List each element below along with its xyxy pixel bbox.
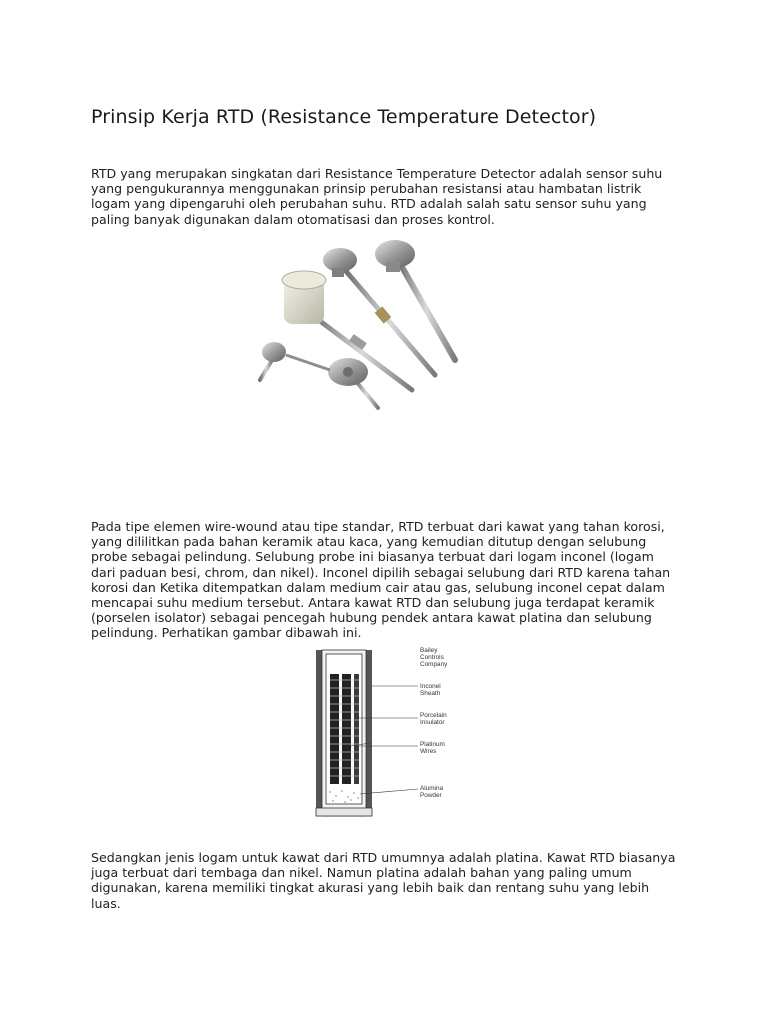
document-title: Prinsip Kerja RTD (Resistance Temperature Detector) (91, 106, 597, 128)
paragraph-line: RTD yang merupakan singkatan dari Resistance Temperature Detector adalah sensor suhu (91, 166, 663, 181)
svg-text:Controls (420, 654, 444, 661)
svg-text:Alumina (420, 785, 444, 792)
paragraph-line: Pada tipe elemen wire-wound atau tipe standar, RTD terbuat dari kawat yang tahan korosi, (91, 519, 665, 534)
paragraph-line: luas. (91, 895, 121, 911)
porcelain-insulator-label: Porcelain (420, 712, 447, 719)
paragraph-line: Sedangkan jenis logam untuk kawat dari RTD umumnya adalah platina. Kawat RTD biasanya (91, 850, 676, 865)
sensor-probe-middle (323, 248, 435, 375)
platinum-wires-label: Wires (420, 748, 437, 755)
inconel-sheath-label: Sheath (420, 690, 441, 697)
svg-text:Platinum (420, 741, 445, 748)
wire-wound-paragraph (91, 519, 691, 641)
company-label-line: Controls (420, 654, 444, 661)
alumina-powder-label: Alumina (420, 785, 444, 792)
svg-text:Company (420, 661, 448, 668)
rtd-sensors-photo (250, 230, 480, 410)
alumina-powder-label: Powder (420, 792, 442, 799)
svg-text:Sheath (420, 690, 441, 697)
paragraph-line: yang pengukurannya menggunakan prinsip perubahan resistansi atau hambatan listrik (91, 181, 642, 197)
paragraph-line: digunakan, karena memiliki tingkat akurasi yang lebih baik dan rentang suhu yang lebih (91, 880, 650, 896)
porcelain-insulator-label: Insulator (420, 719, 445, 726)
paragraph-line: yang dililitkan pada bahan keramik atau kaca, yang kemudian ditutup dengan selubung (91, 534, 647, 550)
paragraph-line: pelindung. Perhatikan gambar dibawah ini. (91, 625, 362, 641)
platinum-coils (330, 674, 359, 784)
intro-paragraph (91, 166, 691, 227)
paragraph-line: probe sebagai pelindung. Selubung probe ini biasanya terbuat dari logam inconel (logam (91, 549, 654, 565)
svg-text:Inconel (420, 683, 441, 690)
paragraph-line: (porselen isolator) sebagai pencegah hubung pendek antara kawat platina dan selubung (91, 610, 652, 626)
paragraph-line: korosi dan Ketika ditempatkan dalam medium cair atau gas, selubung inconel cepat dalam (91, 579, 665, 595)
platinum-paragraph (91, 850, 691, 911)
paragraph-line: paling banyak digunakan dalam otomatisasi dan proses kontrol. (91, 211, 495, 227)
company-label-line: Bailey (420, 647, 438, 654)
paragraph-line: juga terbuat dari tembaga dan nikel. Namun platina adalah bahan yang paling umum (91, 865, 632, 881)
svg-text:Wires (420, 748, 436, 755)
paragraph-line: dari paduan besi, chrom, dan nikel). Inconel dipilih sebagai selubung dari RTD karena tahan (91, 564, 671, 580)
svg-text:Bailey (420, 647, 438, 654)
svg-text:Insulator (420, 719, 445, 726)
company-label-line: Company (420, 661, 448, 668)
platinum-wires-label: Platinum (420, 741, 445, 748)
paragraph-line: mencapai suhu medium tersebut. Antara kawat RTD dan selubung juga terdapat keramik (91, 595, 655, 611)
svg-text:Powder (420, 792, 443, 799)
rtd-cross-section-diagram (310, 646, 482, 818)
inconel-sheath-label: Inconel (420, 683, 441, 690)
svg-text:Porcelain (420, 712, 447, 719)
sensor-probe-right (375, 240, 455, 360)
paragraph-line: logam yang dipengaruhi oleh perubahan suhu. RTD adalah salah satu sensor suhu yang (91, 196, 647, 212)
